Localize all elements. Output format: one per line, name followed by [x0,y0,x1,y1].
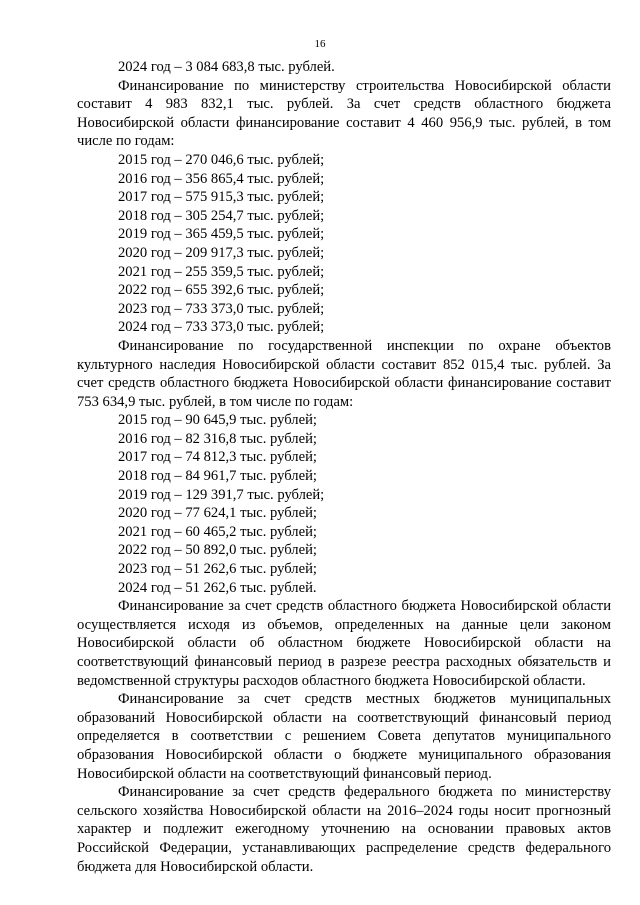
document-body [77,58,611,876]
year-line: 2024 год – 3 084 683,8 тыс. рублей. [118,59,335,75]
year-line: 2016 год – 82 316,8 тыс. рублей; [118,430,317,447]
year-line: 2017 год – 575 915,3 тыс. рублей; [118,189,325,206]
paragraph: Финансирование по государственной инспекции по охране объектов культурного наследия Новосибирской области составит 852 015,4 тыс. рублей. За счет средств областного бюджета Новосибирской области финансирование составит 753 634,9 тыс. рублей, в том числе по годам: [77,337,611,410]
year-line: 2021 год – 255 359,5 тыс. рублей; [118,263,325,280]
paragraph-local-budgets: Финансирование за счет средств местных бюджетов муниципальных образований Новосибирской области на соответствующий финансовый период определяется в соответствии с решением Совета депутатов муниципального образования Новосибирской области о бюджете муниципального образования Новосибирской области на соответствующий финансовый период. [77,691,611,782]
year-line: 2022 год – 50 892,0 тыс. рублей; [118,542,317,559]
year-line: 2020 год – 77 624,1 тыс. рублей; [118,505,317,522]
year-line: 2017 год – 74 812,3 тыс. рублей; [118,449,317,466]
year-line: 2022 год – 655 392,6 тыс. рублей; [118,282,325,299]
year-line: 2019 год – 129 391,7 тыс. рублей; [118,486,325,503]
year-line: 2024 год – 51 262,6 тыс. рублей. [118,579,317,596]
year-line: 2018 год – 305 254,7 тыс. рублей; [118,207,325,224]
paragraph-regional-budget: Финансирование за счет средств областного бюджета Новосибирской области осуществляется исходя из объемов, определенных на данные цели законом Новосибирской области об областном бюджете Новосибирской области на соответствующий финансовый период в разрезе реестра расходных обязательств и ведомственной структуры расходов областного бюджета Новосибирской области. [77,598,611,689]
year-line: 2015 год – 90 645,9 тыс. рублей; [118,412,317,429]
paragraph-federal-budget: Финансирование за счет средств федерального бюджета по министерству сельского хозяйства Новосибирской области на 2016–2024 годы носит прогнозный характер и подлежит ежегодному уточнению на основании правовых актов Российской Федерации, устанавливающих распределение средств федерального бюджета для Новосибирской области. [77,784,611,875]
page-number: 16 [314,38,326,50]
year-line: 2015 год – 270 046,6 тыс. рублей; [118,151,325,168]
year-line: 2020 год – 209 917,3 тыс. рублей; [118,244,325,261]
year-line: 2018 год – 84 961,7 тыс. рублей; [118,468,317,485]
year-line: 2023 год – 51 262,6 тыс. рублей; [118,561,317,578]
year-line: 2019 год – 365 459,5 тыс. рублей; [118,226,325,243]
paragraph: Финансирование по министерству строительства Новосибирской области составит 4 983 832,1 тыс. рублей. За счет средств областного бюджета Новосибирской области финансирование составит 4 460 956,9 тыс. рублей, в том числе по годам: [77,77,611,150]
year-line: 2024 год – 733 373,0 тыс. рублей; [118,319,325,336]
year-line: 2023 год – 733 373,0 тыс. рублей; [118,300,325,317]
heritage-inspection-block [77,337,611,597]
year-line: 2021 год – 60 465,2 тыс. рублей; [118,523,317,540]
ministry-construction-block [77,77,611,337]
year-line: 2016 год – 356 865,4 тыс. рублей; [118,170,325,187]
